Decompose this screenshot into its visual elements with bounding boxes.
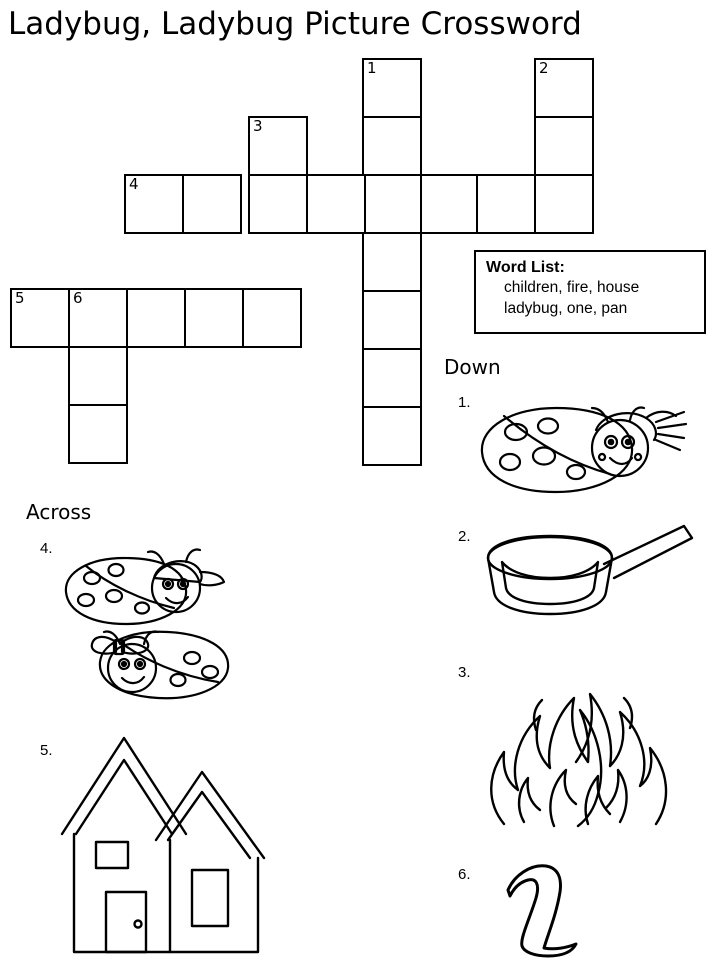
clue-number-down-3: 3. (458, 664, 471, 681)
grid-cell[interactable] (534, 116, 594, 176)
clue-number-down-6: 6. (458, 866, 471, 883)
grid-number: 4 (129, 175, 139, 193)
clue-number-down-2: 2. (458, 528, 471, 545)
grid-cell[interactable] (248, 174, 308, 234)
grid-cell[interactable] (182, 174, 242, 234)
grid-cell[interactable] (242, 288, 302, 348)
house-picture (52, 730, 277, 955)
grid-number: 3 (253, 117, 263, 135)
down-heading: Down (444, 355, 501, 379)
word-list-line-2: ladybug, one, pan (504, 300, 628, 317)
word-list-line-1: children, fire, house (504, 279, 640, 296)
grid-cell[interactable] (124, 174, 184, 234)
grid-number: 1 (367, 59, 377, 77)
grid-cell[interactable] (362, 58, 422, 118)
clue-number-across-4: 4. (40, 540, 53, 557)
grid-cell[interactable] (362, 174, 422, 234)
number-one-picture (492, 860, 602, 960)
grid-number: 2 (539, 59, 549, 77)
grid-cell[interactable] (306, 174, 366, 234)
page-title: Ladybug, Ladybug Picture Crossword (8, 6, 582, 42)
grid-cell[interactable] (126, 288, 186, 348)
grid-cell[interactable] (362, 232, 422, 292)
grid-cell[interactable] (534, 174, 594, 234)
clue-number-across-5: 5. (40, 742, 53, 759)
fire-picture (470, 670, 680, 830)
two-ladybugs-picture (58, 538, 288, 708)
grid-cell[interactable] (184, 288, 244, 348)
clue-number-down-1: 1. (458, 394, 471, 411)
grid-cell[interactable] (68, 288, 128, 348)
grid-number: 6 (73, 289, 83, 307)
ladybug-picture (470, 400, 700, 500)
grid-cell[interactable] (68, 404, 128, 464)
word-list-heading: Word List: (486, 259, 565, 276)
grid-cell[interactable] (68, 346, 128, 406)
grid-cell[interactable] (248, 116, 308, 176)
grid-cell[interactable] (362, 290, 422, 350)
grid-cell[interactable] (476, 174, 536, 234)
grid-number: 5 (15, 289, 25, 307)
grid-cell[interactable] (534, 58, 594, 118)
grid-cell[interactable] (362, 406, 422, 466)
grid-cell[interactable] (362, 116, 422, 176)
grid-cell[interactable] (420, 174, 480, 234)
pan-picture (478, 518, 698, 628)
grid-cell[interactable] (362, 348, 422, 408)
word-list-box (474, 250, 706, 334)
grid-cell[interactable] (10, 288, 70, 348)
across-heading: Across (26, 500, 92, 524)
